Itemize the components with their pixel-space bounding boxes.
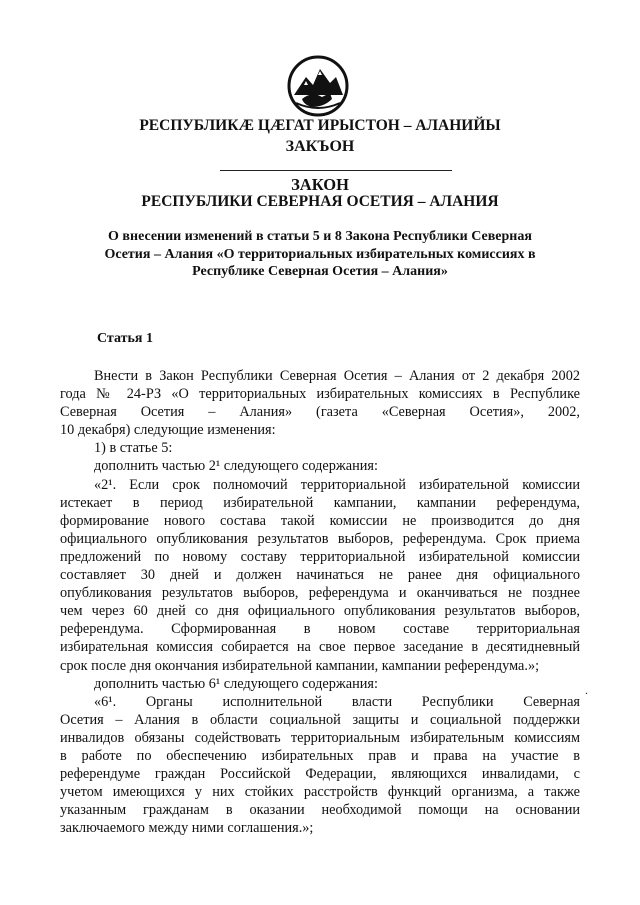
body-line: избирательная комиссия собирается на свое первое заседание в десятидневный xyxy=(60,639,580,656)
divider-line xyxy=(220,170,452,171)
body-line: учетом имеющихся у них стойких расстройств функций организма, а также xyxy=(60,784,580,801)
body-line: референдуме граждан Российской Федерации, являющихся инвалидами, с xyxy=(60,766,580,783)
body-line: составляет 30 дней и должен начинаться не ранее дня официального xyxy=(60,567,580,584)
law-title-line: Республике Северная Осетия – Алания» xyxy=(192,264,448,279)
article-body xyxy=(60,367,580,837)
republic-name-ossetian: РЕСПУБЛИКӔ ЦӔГАТ ИРЫСТОН – АЛАНИЙЫ xyxy=(139,117,501,134)
coat-of-arms-emblem xyxy=(286,55,350,117)
law-heading: ЗАКОН xyxy=(291,175,349,194)
body-line: дополнить частью 2¹ следующего содержания: xyxy=(94,458,378,475)
body-line: срок после дня окончания избирательной кампании, кампании референдума.»; xyxy=(60,657,540,674)
body-line: Северная Осетия – Алания» (газета «Северная Осетия», 2002, xyxy=(60,404,580,421)
body-line: чем через 60 дней со дня официального опубликования результатов выборов, xyxy=(60,603,580,620)
body-line: истекает в период избирательной кампании, кампании референдума, xyxy=(60,494,580,511)
body-line: официального опубликования результатов выборов, референдума. Срок приема xyxy=(60,530,580,547)
article-heading: Статья 1 xyxy=(97,331,153,346)
body-line: формирование нового состава такой комиссии не производится до дня xyxy=(60,512,580,529)
body-line: инвалидов обязаны содействовать территориальным избирательным комиссиям xyxy=(60,729,580,746)
body-line: «2¹. Если срок полномочий территориальной избирательной комиссии xyxy=(94,476,580,493)
body-line: в работе по обеспечению избирательных прав и права на участие в xyxy=(60,747,580,764)
law-title-line: О внесении изменений в статьи 5 и 8 Закона Республики Северная xyxy=(108,229,532,244)
body-line: Осетия – Алания в области социальной защиты и социальной поддержки xyxy=(60,711,580,728)
body-line: предложений по новому составу территориальной избирательной комиссии xyxy=(60,548,580,565)
stray-mark: . xyxy=(585,683,588,697)
law-title xyxy=(0,228,640,281)
body-line: дополнить частью 6¹ следующего содержания: xyxy=(94,675,378,692)
body-line: заключаемого между ними соглашения.»; xyxy=(60,820,314,837)
body-line: года № 24-РЗ «О территориальных избирательных комиссиях в Республике xyxy=(60,386,580,403)
republic-name: РЕСПУБЛИКИ СЕВЕРНАЯ ОСЕТИЯ – АЛАНИЯ xyxy=(141,193,499,210)
body-line: 10 декабря) следующие изменения: xyxy=(60,422,276,439)
body-line: 1) в статье 5: xyxy=(94,440,173,457)
body-line: опубликования результатов выборов, референдума и оканчиваться не позднее xyxy=(60,585,580,602)
law-title-line: Осетия – Алания «О территориальных избирательных комиссиях в xyxy=(104,246,536,262)
body-line: Внести в Закон Республики Северная Осетия – Алания от 2 декабря 2002 xyxy=(94,368,580,384)
body-line: референдума. Сформированная в новом составе территориальная xyxy=(60,621,580,638)
law-heading-ossetian: ЗАКЪОН xyxy=(285,138,355,155)
body-line: «6¹. Органы исполнительной власти Республики Северная xyxy=(94,693,580,710)
body-line: указанным гражданам в оказании необходимой помощи на основании xyxy=(60,802,580,819)
